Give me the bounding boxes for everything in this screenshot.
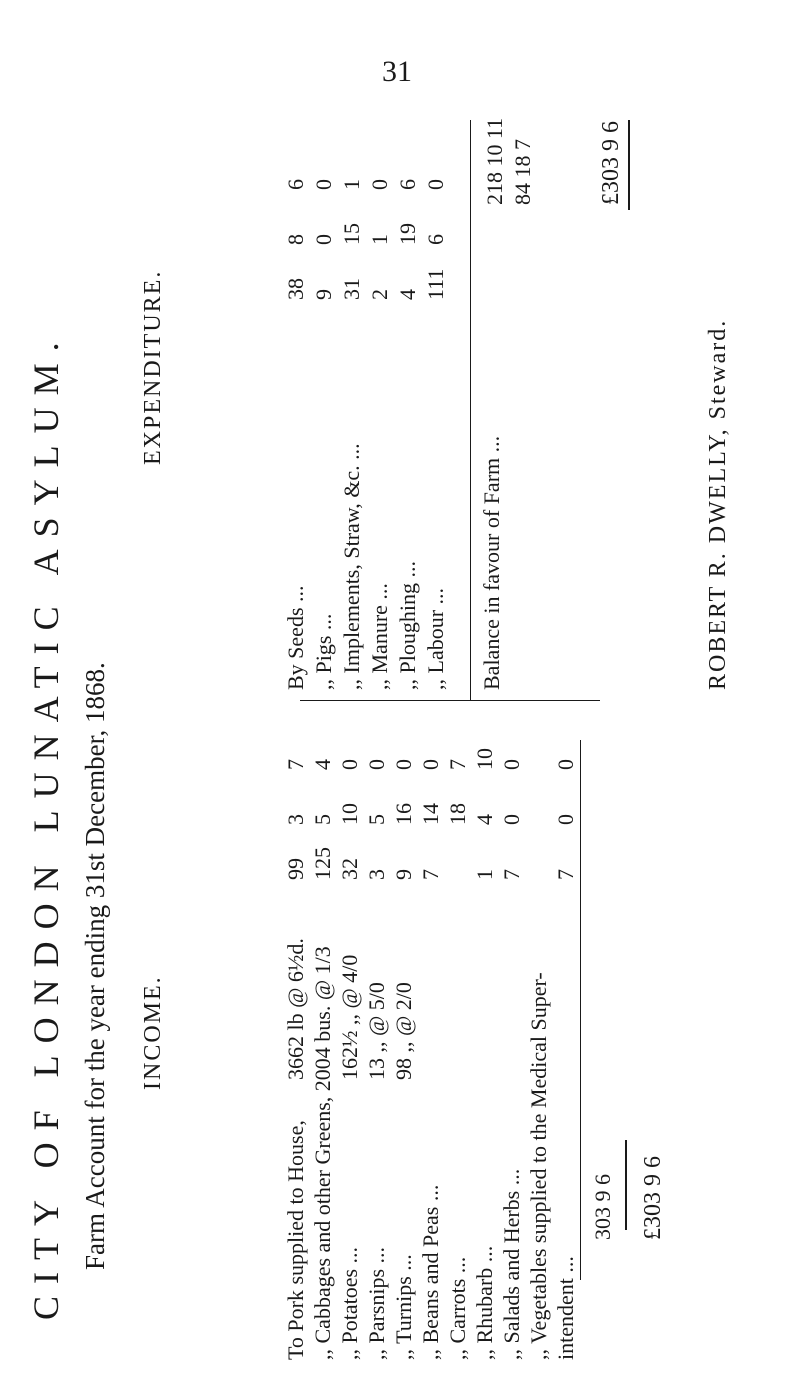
page-number: 31 bbox=[382, 55, 412, 88]
expenditure-row-label: By Seeds ... bbox=[283, 585, 308, 690]
income-total-rule bbox=[625, 1140, 627, 1230]
income-row-pence: 0 bbox=[499, 759, 524, 770]
income-row-label: ,, Salads and Herbs ... bbox=[499, 1168, 524, 1360]
income-row-label: ,, Parsnips ... bbox=[364, 1246, 389, 1360]
income-row-pounds: 7 bbox=[418, 869, 443, 880]
expenditure-total: £303 9 6 bbox=[598, 121, 624, 205]
income-row-pence: 0 bbox=[337, 759, 362, 770]
expenditure-row-pounds: 9 bbox=[311, 289, 336, 300]
expenditure-balance: 84 18 7 bbox=[510, 139, 535, 205]
expenditure-row-pounds: 4 bbox=[395, 289, 420, 300]
expenditure-row-shillings: 6 bbox=[423, 234, 448, 245]
income-row-pounds: 7 bbox=[499, 869, 524, 880]
income-row-pence: 10 bbox=[472, 748, 497, 770]
income-row-qty: 98 ,, @ 2/0 bbox=[391, 982, 416, 1080]
income-row-label: ,, Turnips ... bbox=[391, 1254, 416, 1360]
income-row-qty: 3662 lb @ 6½d. bbox=[283, 938, 308, 1080]
expenditure-row-shillings: 1 bbox=[367, 234, 392, 245]
income-row-qty: 162½ ,, @ 4/0 bbox=[337, 954, 362, 1080]
income-row-label: ,, Carrots ... bbox=[445, 1256, 470, 1360]
income-row-shillings: 14 bbox=[418, 803, 443, 825]
section-divider bbox=[300, 700, 600, 701]
income-row-shillings: 10 bbox=[337, 803, 362, 825]
expenditure-row-label: ,, Ploughing ... bbox=[395, 561, 420, 690]
income-row-shillings: 3 bbox=[283, 814, 308, 825]
expenditure-column-rule bbox=[470, 120, 471, 700]
income-row-pence: 0 bbox=[391, 759, 416, 770]
expenditure-col-total: 218 10 11 bbox=[482, 117, 507, 205]
income-row-shillings: 5 bbox=[364, 814, 389, 825]
income-row-label: ,, Beans and Peas ... bbox=[418, 1184, 443, 1360]
expenditure-row-pence: 0 bbox=[423, 179, 448, 190]
expenditure-row-label: Balance in favour of Farm ... bbox=[479, 435, 504, 690]
expenditure-row-shillings: 15 bbox=[339, 223, 364, 245]
income-row-label: ,, Potatoes ... bbox=[337, 1246, 362, 1360]
expenditure-row-pounds: 38 bbox=[283, 278, 308, 300]
expenditure-row-label: ,, Labour ... bbox=[423, 587, 448, 690]
expenditure-row-pence: 0 bbox=[367, 179, 392, 190]
income-row-label: To Pork supplied to House, bbox=[283, 1120, 308, 1360]
income-row-shillings: 5 bbox=[310, 814, 335, 825]
income-row-pounds: 9 bbox=[391, 869, 416, 880]
expenditure-row-label: ,, Implements, Straw, &c. ... bbox=[339, 443, 364, 690]
income-row-qty: 13 ,, @ 5/0 bbox=[364, 982, 389, 1080]
income-row-shillings: 4 bbox=[472, 814, 497, 825]
income-row-pounds: 125 bbox=[310, 847, 335, 880]
income-row-pence: 0 bbox=[418, 759, 443, 770]
expenditure-total-rule bbox=[628, 120, 630, 210]
expenditure-row-pence: 1 bbox=[339, 179, 364, 190]
page-subtitle: Farm Account for the year ending 31st December, 1868. bbox=[80, 662, 110, 1270]
income-row-shillings: 18 bbox=[445, 803, 470, 825]
expenditure-row-pounds: 2 bbox=[367, 289, 392, 300]
income-row-pence: 4 bbox=[310, 759, 335, 770]
income-column-rule bbox=[580, 740, 581, 1280]
income-row-label: ,, Rhubarb ... bbox=[472, 1245, 497, 1360]
income-row-pence: 7 bbox=[283, 759, 308, 770]
expenditure-row-shillings: 19 bbox=[395, 223, 420, 245]
income-row-pence: 0 bbox=[553, 759, 578, 770]
income-row-pounds: 32 bbox=[337, 858, 362, 880]
expenditure-row-pence: 0 bbox=[311, 179, 336, 190]
income-row-pounds: 99 bbox=[283, 858, 308, 880]
income-row-label: ,, Vegetables supplied to the Medical Super- bbox=[526, 972, 551, 1360]
income-row-pounds: 1 bbox=[472, 869, 497, 880]
signature: ROBERT R. DWELLY, Steward. bbox=[705, 318, 731, 690]
expenditure-row-shillings: 0 bbox=[311, 234, 336, 245]
income-row-shillings: 16 bbox=[391, 803, 416, 825]
page-title: CITY OF LONDON LUNATIC ASYLUM. bbox=[26, 330, 66, 1320]
income-heading: INCOME. bbox=[140, 975, 166, 1090]
income-row-pounds: 7 bbox=[553, 869, 578, 880]
expenditure-row-label: ,, Pigs ... bbox=[311, 613, 336, 690]
expenditure-row-pounds: 31 bbox=[339, 278, 364, 300]
expenditure-row-shillings: 8 bbox=[283, 234, 308, 245]
expenditure-row-pence: 6 bbox=[395, 179, 420, 190]
income-total: £303 9 6 bbox=[640, 1156, 666, 1240]
expenditure-row-label: ,, Manure ... bbox=[367, 583, 392, 690]
income-row-shillings: 0 bbox=[553, 814, 578, 825]
income-row-pence: 7 bbox=[445, 759, 470, 770]
expenditure-row-pounds: 111 bbox=[423, 268, 448, 300]
income-row-pence: 0 bbox=[364, 759, 389, 770]
income-row-label: ,, Cabbages and other Greens, 2004 bus. @ 1/3 bbox=[310, 946, 335, 1360]
expenditure-heading: EXPENDITURE. bbox=[140, 269, 166, 465]
income-subtotal: 303 9 6 bbox=[590, 1174, 615, 1240]
income-row-shillings: 0 bbox=[499, 814, 524, 825]
income-row-label: intendent ... bbox=[553, 1256, 578, 1360]
income-row-pounds: 3 bbox=[364, 869, 389, 880]
expenditure-row-pence: 6 bbox=[283, 179, 308, 190]
